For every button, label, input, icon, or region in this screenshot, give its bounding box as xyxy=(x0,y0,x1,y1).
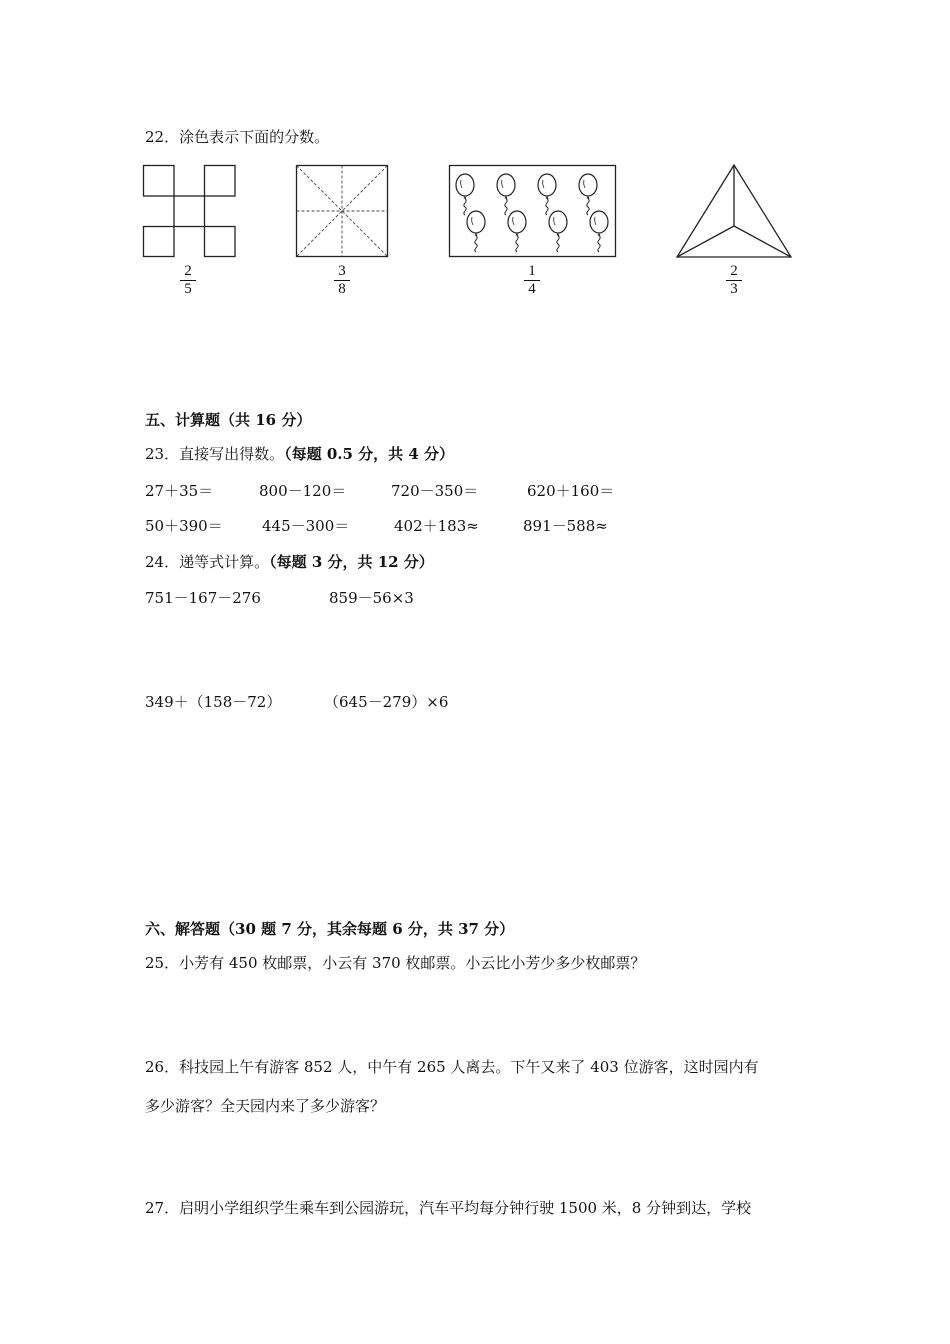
q23-text: 23．直接写出得数。 xyxy=(145,445,285,463)
q23-note: （每题 0.5 分，共 4 分） xyxy=(284,445,455,463)
balloon-box-figure xyxy=(449,165,616,257)
balloon-icon xyxy=(508,211,526,252)
fraction-two-fifths: 2 5 xyxy=(178,264,198,297)
balloon-icon xyxy=(549,211,567,252)
q24-item: 751－167－276 xyxy=(145,589,261,607)
q24-title xyxy=(145,552,434,572)
q23-item: 620＋160＝ xyxy=(527,482,615,500)
cross-squares-figure xyxy=(143,165,236,257)
q23-item: 27＋35＝ xyxy=(145,482,214,500)
q26-text-line2: 多少游客？全天园内来了多少游客？ xyxy=(145,1097,386,1115)
divided-square-figure xyxy=(296,165,388,257)
balloon-icon xyxy=(538,174,556,215)
divided-triangle-figure xyxy=(676,164,792,258)
q22-title: 22．涂色表示下面的分数。 xyxy=(145,128,330,146)
fraction-one-quarter: 1 4 xyxy=(522,264,542,297)
balloon-icon xyxy=(456,174,474,215)
balloon-icon xyxy=(467,211,485,252)
q23-item: 445－300＝ xyxy=(262,517,350,535)
q27-text-line1: 27．启明小学组织学生乘车到公园游玩，汽车平均每分钟行驶 1500 米，8 分钟到达，学校 xyxy=(145,1199,752,1217)
fraction-two-thirds: 2 3 xyxy=(724,264,744,297)
q25-text: 25．小芳有 450 枚邮票，小云有 370 枚邮票。小云比小芳少多少枚邮票？ xyxy=(145,954,646,972)
q26-text-line1: 26．科技园上午有游客 852 人，中午有 265 人离去。下午又来了 403 位游客，这时园内有 xyxy=(145,1058,759,1076)
q23-item: 402＋183≈ xyxy=(394,517,479,535)
q24-text: 24．递等式计算。 xyxy=(145,553,270,571)
q23-item: 50＋390＝ xyxy=(145,517,223,535)
q24-item: （645－279）×6 xyxy=(324,693,449,711)
q24-item: 349＋（158－72） xyxy=(145,693,282,711)
q23-item: 891－588≈ xyxy=(523,517,608,535)
section5-title: 五、计算题（共 16 分） xyxy=(145,411,312,429)
fraction-three-eighths: 3 8 xyxy=(332,264,352,297)
balloon-icon xyxy=(497,174,515,215)
q24-item: 859－56×3 xyxy=(329,589,414,607)
section6-title: 六、解答题（30 题 7 分，其余每题 6 分，共 37 分） xyxy=(145,920,515,938)
q23-title xyxy=(145,444,454,464)
q23-item: 800－120＝ xyxy=(259,482,347,500)
q23-item: 720－350＝ xyxy=(391,482,479,500)
balloon-icon xyxy=(590,211,608,252)
q24-note: （每题 3 分，共 12 分） xyxy=(269,553,434,571)
balloon-icon xyxy=(579,174,597,215)
